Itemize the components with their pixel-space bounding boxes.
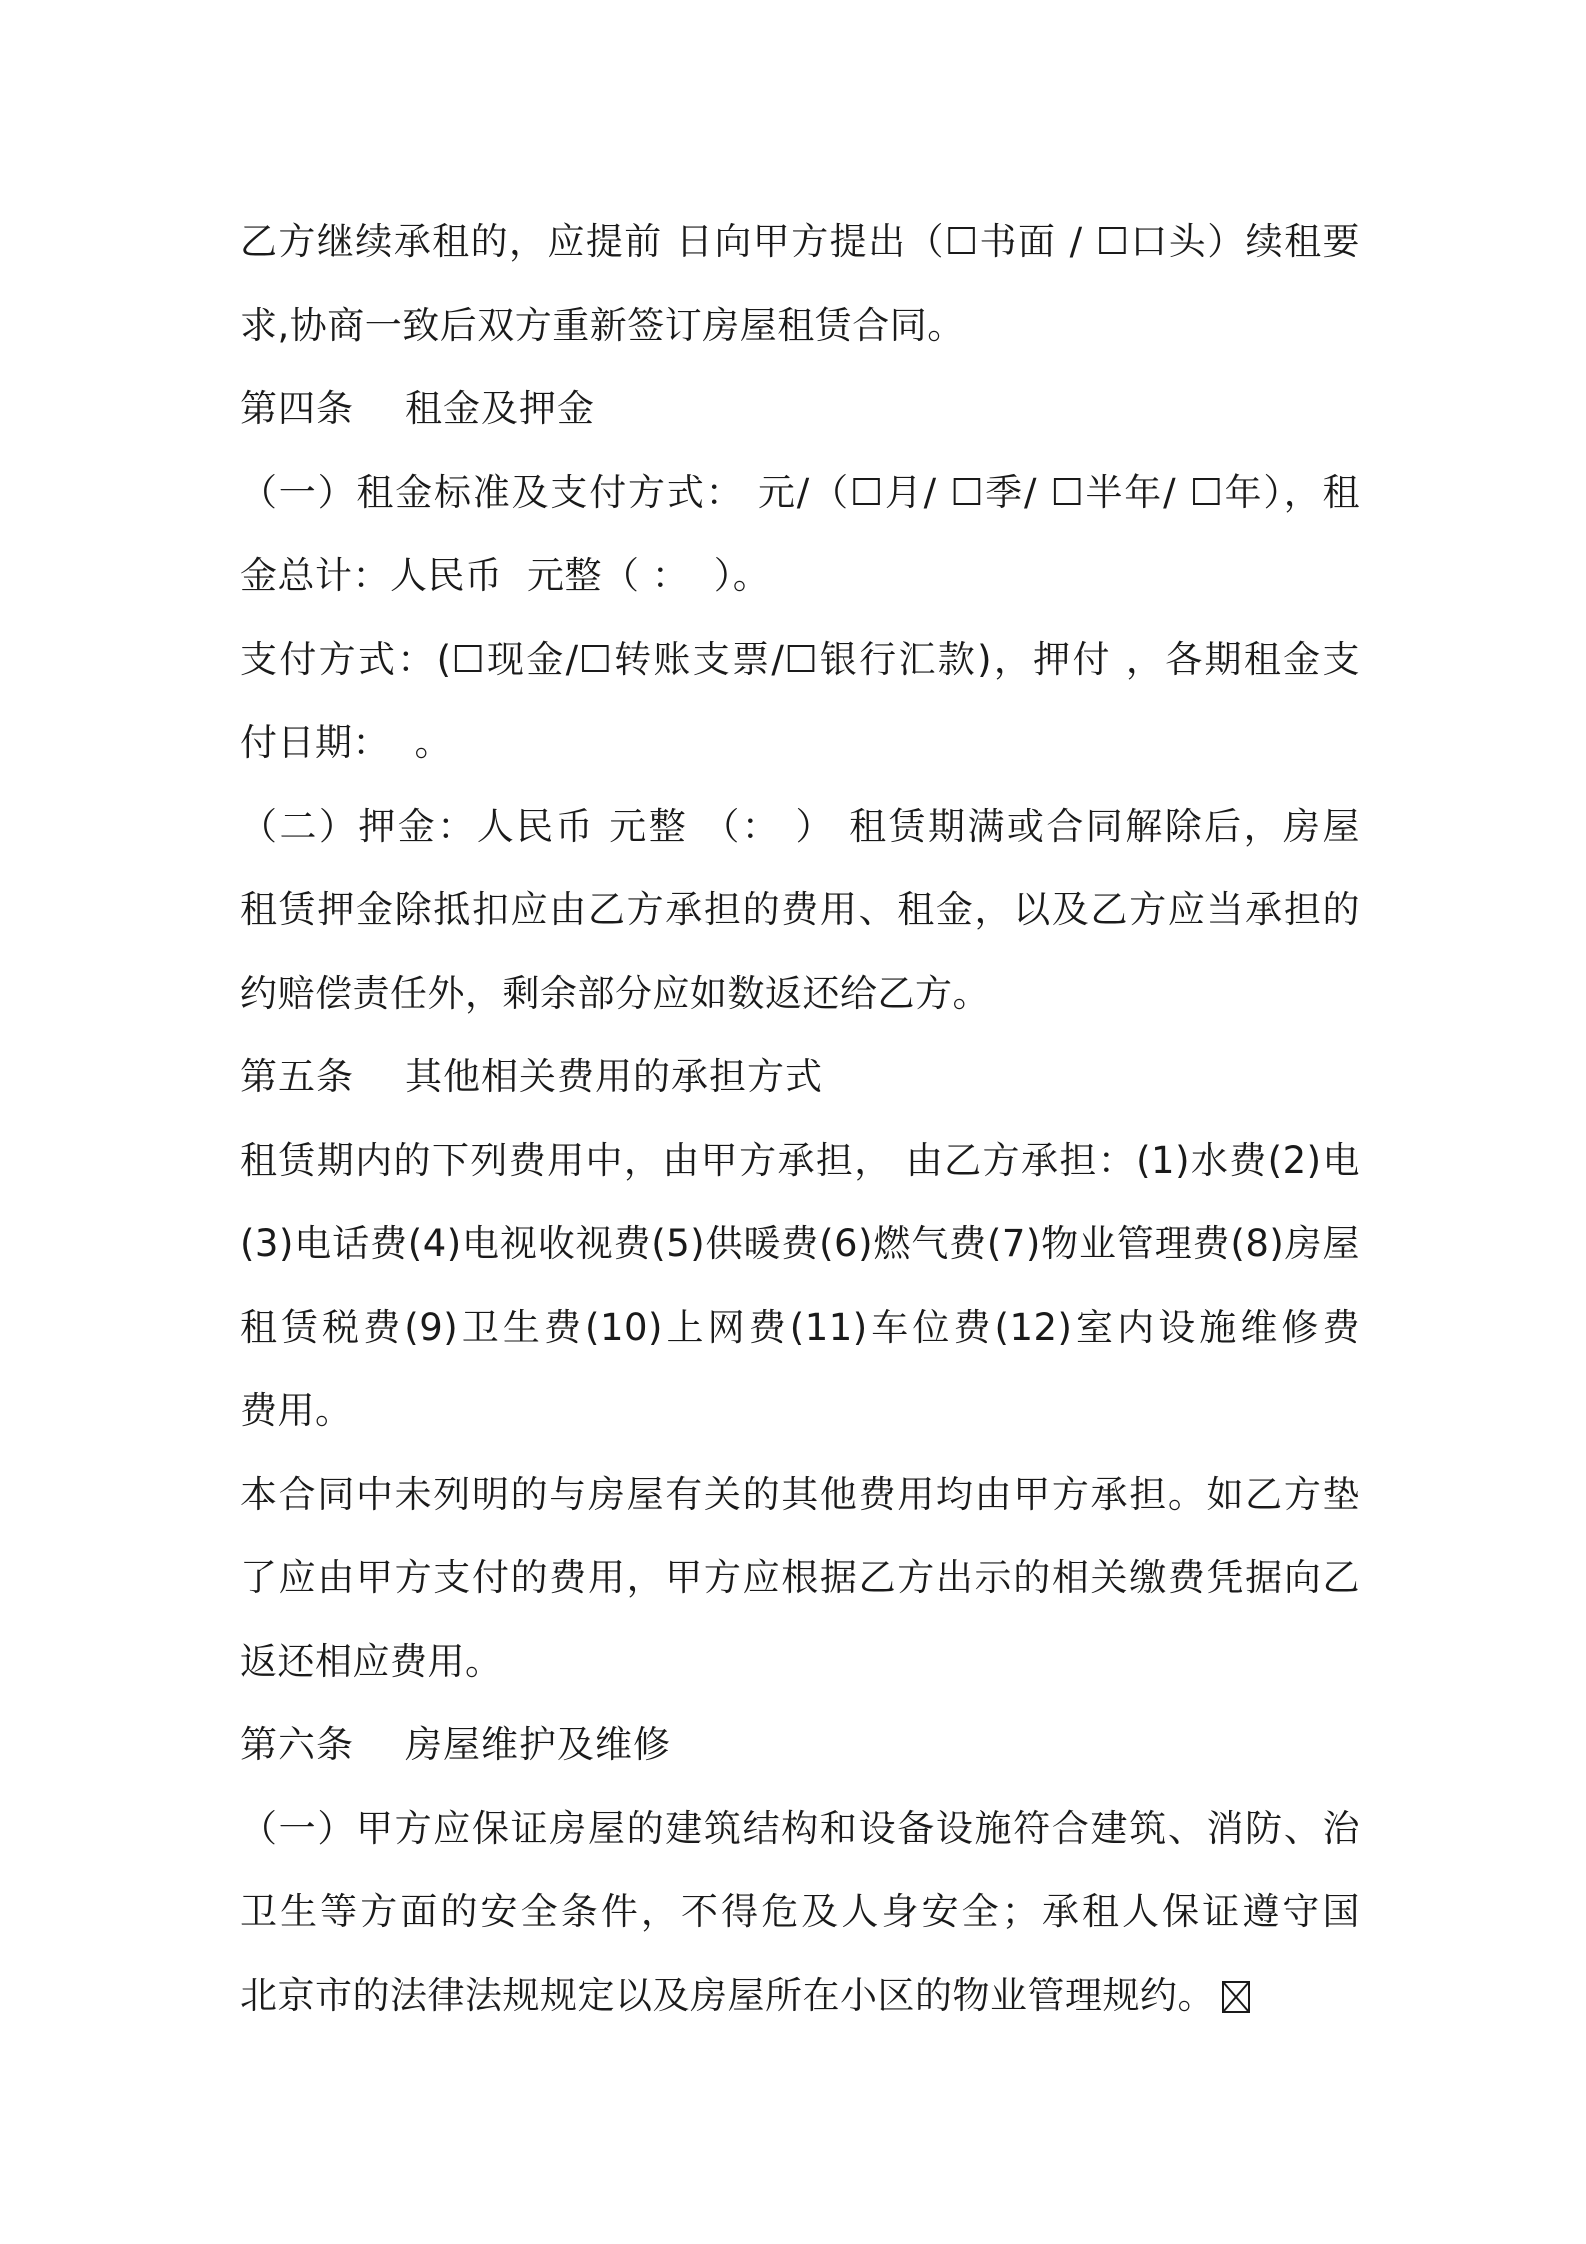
paragraph-line: (3)电话费(4)电视收视费(5)供暖费(6)燃气费(7)物业管理费(8)房屋 (240, 1222, 1360, 1265)
paragraph-line: 返还相应费用。 (240, 1639, 503, 1683)
paragraph-text: 北京市的法律法规规定以及房屋所在小区的物业管理规约。 (240, 1973, 1215, 2017)
crossed-box-icon (1221, 1980, 1251, 2014)
paragraph-line: 租赁押金除抵扣应由乙方承担的费用、租金，以及乙方应当承担的 (240, 888, 1360, 931)
paragraph-line: 乙方继续承租的，应提前 日向甲方提出（☐书面 / ☐口头）续租要 (240, 220, 1360, 263)
paragraph-line: 金总计：人民币 元整（ ： ）。 (240, 554, 771, 597)
section-heading-6: 第六条 房屋维护及维修 (240, 1723, 672, 1766)
paragraph-line: 求,协商一致后双方重新签订房屋租赁合同。 (240, 303, 965, 347)
paragraph-line: （二）押金：人民币 元整 （： ） 租赁期满或合同解除后，房屋 (240, 804, 1360, 848)
paragraph-line: （一）甲方应保证房屋的建筑结构和设备设施符合建筑、消防、治 (240, 1806, 1360, 1850)
paragraph-line: 支付方式：(☐现金/☐转账支票/☐银行汇款)，押付 ，各期租金支 (240, 637, 1360, 681)
paragraph-line: 卫生等方面的安全条件，不得危及人身安全；承租人保证遵守国 (240, 1890, 1360, 1933)
paragraph-line: 了应由甲方支付的费用，甲方应根据乙方出示的相关缴费凭据向乙 (240, 1556, 1360, 1599)
paragraph-line: 租赁税费(9)卫生费(10)上网费(11)车位费(12)室内设施维修费 (240, 1305, 1360, 1349)
paragraph-line: 本合同中未列明的与房屋有关的其他费用均由甲方承担。如乙方垫 (240, 1472, 1360, 1516)
paragraph-line: 费用。 (240, 1389, 353, 1432)
paragraph-line: 约赔偿责任外，剩余部分应如数返还给乙方。 (240, 971, 990, 1015)
paragraph-line: 付日期： 。 (240, 721, 453, 764)
section-heading-5: 第五条 其他相关费用的承担方式 (240, 1055, 824, 1098)
paragraph-line-last (240, 1954, 1360, 2038)
document-page (240, 200, 1360, 2037)
section-heading-4: 第四条 租金及押金 (240, 387, 596, 430)
paragraph-line: （一）租金标准及支付方式： 元/（☐月/ ☐季/ ☐半年/ ☐年），租 (240, 470, 1360, 514)
paragraph-line: 租赁期内的下列费用中，由甲方承担， 由乙方承担：(1)水费(2)电 (240, 1138, 1360, 1182)
